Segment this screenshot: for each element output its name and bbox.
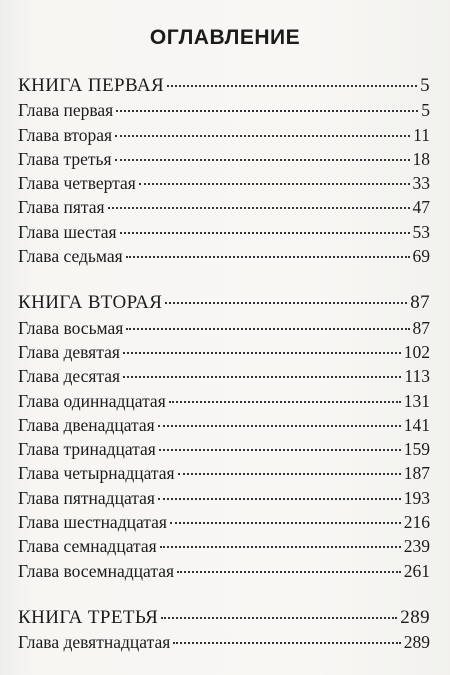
chapter-title: Глава восемнадцатая [18,560,175,581]
page-number: 69 [412,246,430,267]
page-number: 53 [412,221,430,242]
dot-leader [115,159,410,161]
chapter-entry [18,171,430,195]
dot-leader [139,183,410,185]
dot-leader [173,642,400,644]
chapter-title: Глава восьмая [18,317,124,338]
dot-leader [116,110,418,112]
dot-leader [165,302,407,304]
chapter-title: Глава третья [18,148,112,169]
chapter-entry [18,510,430,534]
chapter-entry [18,389,430,413]
page-number: 47 [412,197,430,218]
chapter-entry [18,340,430,364]
chapter-entry [18,123,430,147]
page-number: 113 [404,366,430,387]
chapter-entry [18,486,430,510]
dot-leader [178,473,401,475]
chapter-entry [18,437,430,461]
page-number: 193 [403,487,430,508]
chapter-title: Глава пятнадцатая [18,487,155,508]
chapter-entry [18,534,430,558]
page-number: 187 [403,463,430,484]
chapter-entry [18,413,430,437]
page-number: 5 [420,75,430,96]
chapter-title: Глава одиннадцатая [18,390,166,411]
chapter-title: Глава четырнадцатая [18,463,175,484]
book-entry [18,291,430,315]
dot-leader [159,449,401,451]
chapter-title: Глава тринадцатая [18,439,156,460]
page-number: 102 [403,341,430,362]
table-of-contents [18,74,430,655]
page-number: 11 [413,124,430,145]
page-number: 159 [403,439,430,460]
book-title: КНИГА ПЕРВАЯ [18,75,165,96]
dot-leader [126,256,410,258]
dot-leader [123,376,401,378]
chapter-entry [18,195,430,219]
dot-leader [161,617,397,619]
dot-leader [158,425,401,427]
chapter-title: Глава первая [18,100,114,121]
chapter-title: Глава десятая [18,366,121,387]
chapter-title: Глава двенадцатая [18,414,155,435]
chapter-entry [18,316,430,340]
chapter-entry [18,220,430,244]
chapter-entry [18,147,430,171]
chapter-title: Глава шестнадцатая [18,512,167,533]
chapter-title: Глава девятнадцатая [18,632,171,653]
dot-leader [115,135,410,137]
dot-leader [177,571,401,573]
page-number: 141 [403,414,430,435]
page-number: 87 [412,317,430,338]
chapter-entry [18,559,430,583]
chapter-title: Глава вторая [18,124,113,145]
dot-leader [167,85,417,87]
page-number: 18 [412,148,430,169]
book-entry [18,606,430,630]
page-number: 87 [410,292,430,314]
chapter-title: Глава девятая [18,341,120,362]
chapter-title: Глава седьмая [18,246,123,267]
book-entry [18,74,430,98]
dot-leader [170,522,401,524]
dot-leader [160,546,401,548]
chapter-entry [18,461,430,485]
page-number: 216 [403,512,430,533]
dot-leader [158,498,401,500]
dot-leader [123,352,401,354]
page-number: 261 [403,560,430,581]
page-number: 289 [403,632,430,653]
chapter-entry [18,98,430,122]
chapter-title: Глава семнадцатая [18,536,157,557]
dot-leader [126,328,409,330]
page-number: 33 [412,173,430,194]
page-number: 239 [403,536,430,557]
dot-leader [108,207,410,209]
dot-leader [120,232,410,234]
chapter-entry [18,364,430,388]
dot-leader [169,401,401,403]
book-title: КНИГА ВТОРАЯ [18,292,163,314]
chapter-entry [18,244,430,268]
chapter-entry [18,630,430,654]
book-title: КНИГА ТРЕТЬЯ [18,606,159,628]
section-gap [18,268,430,291]
chapter-title: Глава пятая [18,197,105,218]
chapter-title: Глава четвертая [18,173,136,194]
chapter-title: Глава шестая [18,221,117,242]
page-number: 5 [421,100,430,121]
page-number: 131 [403,390,430,411]
page-title: ОГЛАВЛЕНИЕ [149,26,301,49]
page-number: 289 [400,606,430,628]
section-gap [18,583,430,606]
